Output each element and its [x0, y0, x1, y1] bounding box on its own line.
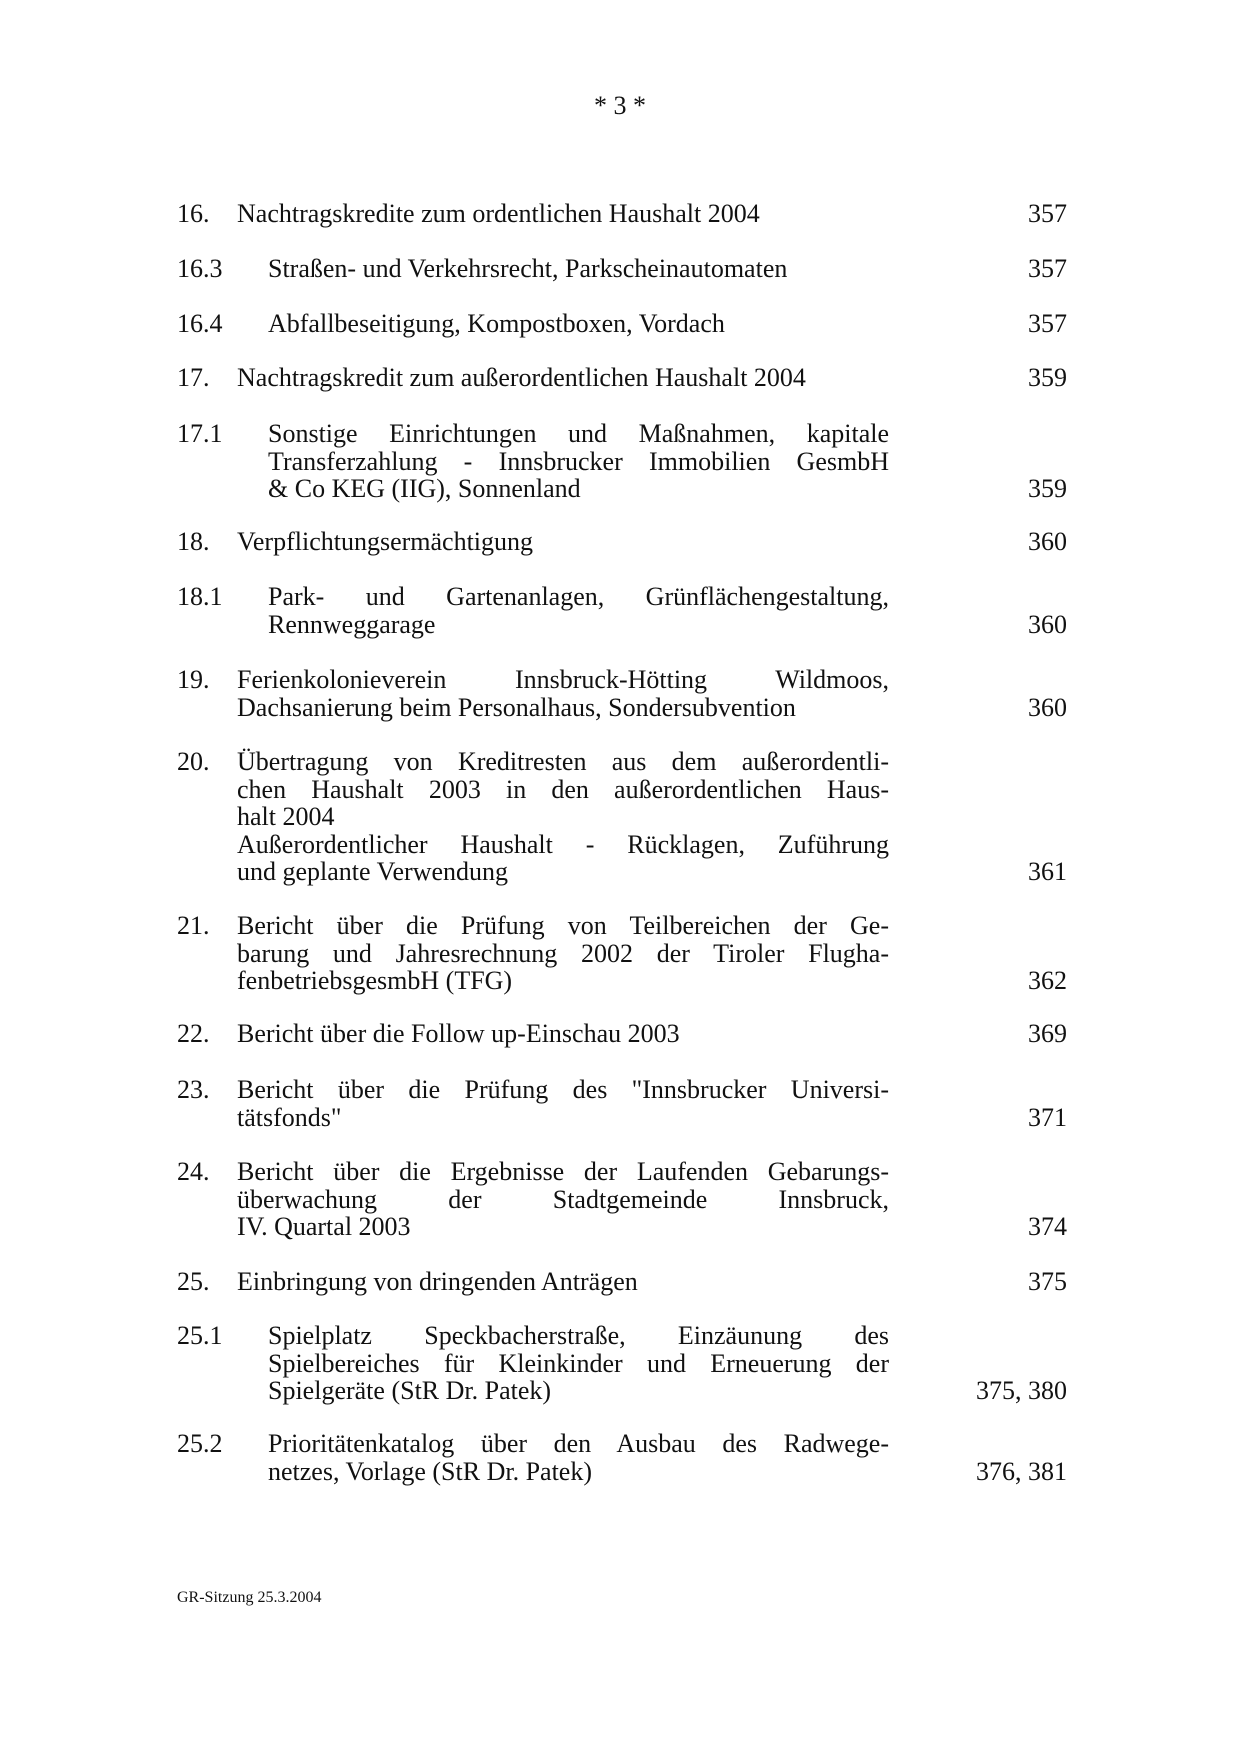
toc-entry-title-line: halt 2004 — [237, 802, 335, 831]
toc-entry-title-line: Dachsanierung beim Personalhaus, Sondersubvention — [237, 692, 796, 722]
toc-entry-number: 25.2 — [177, 1429, 223, 1458]
toc-entry-title-line: Bericht über die Prüfung von Teilbereichen der Ge- — [237, 911, 889, 940]
toc-entry-title-line: Spielplatz Speckbacherstraße, Einzäunung des — [268, 1321, 889, 1350]
toc-entry-title-line: und geplante Verwendung — [237, 857, 509, 886]
toc-entry-page: 359 — [1028, 474, 1067, 503]
toc-entry-title-line: Transferzahlung - Innsbrucker Immobilien GesmbH — [268, 446, 889, 476]
toc-entry — [177, 912, 1067, 995]
toc-entry-number: 16.4 — [177, 309, 223, 338]
toc-entry-title-line: Bericht über die Ergebnisse der Laufenden Gebarungs- — [237, 1157, 889, 1186]
toc-entry-title — [268, 420, 889, 503]
page-footer: GR-Sitzung 25.3.2004 — [177, 1589, 322, 1606]
toc-entry — [177, 1268, 1067, 1296]
toc-entry-page: 360 — [1028, 527, 1067, 556]
toc-entry-page: 360 — [1028, 609, 1067, 639]
toc-entry-title-line: überwachung der Stadtgemeinde Innsbruck, — [237, 1184, 889, 1214]
toc-entry-title-line: barung und Jahresrechnung 2002 der Tiroler Flugha- — [237, 938, 889, 968]
toc-entry — [177, 666, 1067, 721]
toc-entry-title-line: Übertragung von Kreditresten aus dem außerordentli- — [237, 747, 889, 776]
toc-entry-number: 17. — [177, 363, 210, 392]
toc-entry-page: 371 — [1028, 1102, 1067, 1132]
toc-entry-number: 22. — [177, 1019, 210, 1048]
toc-entry-page: 361 — [1028, 857, 1067, 886]
toc-entry-title-line: fenbetriebsgesmbH (TFG) — [237, 966, 513, 995]
toc-entry-title — [268, 583, 889, 638]
toc-entry-number: 20. — [177, 747, 210, 776]
toc-entry-title-line: Sonstige Einrichtungen und Maßnahmen, kapitale — [268, 419, 889, 448]
toc-entry-page: 357 — [1028, 199, 1067, 228]
toc-entry-number: 16. — [177, 199, 210, 228]
toc-entry-title-line: Außerordentlicher Haushalt - Rücklagen, Zuführung — [237, 829, 889, 859]
toc-entry-title-line: Ferienkolonieverein Innsbruck-Hötting Wildmoos, — [237, 665, 889, 694]
toc-entry-page: 369 — [1028, 1019, 1067, 1048]
toc-entry-title-line: Spielgeräte (StR Dr. Patek) — [268, 1376, 552, 1405]
toc-entry-title-line: Straßen- und Verkehrsrecht, Parkscheinautomaten — [268, 254, 788, 283]
toc-entry-page: 357 — [1028, 309, 1067, 338]
toc-entry-page: 359 — [1028, 363, 1067, 392]
toc-entry — [177, 528, 1067, 556]
toc-entry-title — [237, 666, 889, 721]
toc-entry-title-line: Spielbereiches für Kleinkinder und Erneuerung der — [268, 1348, 889, 1378]
toc-entry — [177, 1158, 1067, 1241]
toc-entry-number: 16.3 — [177, 254, 223, 283]
toc-entry-page: 375, 380 — [976, 1376, 1067, 1405]
toc-entry-number: 24. — [177, 1157, 210, 1186]
toc-entry-title — [237, 200, 889, 228]
toc-entry-title-line: Rennweggarage — [268, 609, 436, 639]
toc-entry-title — [268, 1322, 889, 1405]
toc-entry-title — [237, 1076, 889, 1131]
toc-entry-title-line: Abfallbeseitigung, Kompostboxen, Vordach — [268, 309, 725, 338]
toc-entry-title — [237, 912, 889, 995]
toc-entry-number: 25.1 — [177, 1321, 223, 1350]
toc-entry-title-line: IV. Quartal 2003 — [237, 1212, 411, 1241]
toc-entry-title — [237, 1268, 889, 1296]
toc-entry — [177, 420, 1067, 503]
toc-entry-title-line: Prioritätenkatalog über den Ausbau des Radwege- — [268, 1429, 889, 1458]
toc-entry-title-line: Bericht über die Prüfung des "Innsbrucker Universi- — [237, 1075, 889, 1104]
toc-entry-number: 25. — [177, 1267, 210, 1296]
toc-entry-title-line: tätsfonds" — [237, 1102, 342, 1132]
page-header: * 3 * — [594, 91, 646, 120]
toc-entry — [177, 1020, 1067, 1048]
toc-entry-title-line: Nachtragskredite zum ordentlichen Haushalt 2004 — [237, 199, 760, 228]
toc-entry — [177, 583, 1067, 638]
toc-entry-number: 21. — [177, 911, 210, 940]
toc-entry — [177, 255, 1067, 283]
toc-entry-title-line: Bericht über die Follow up-Einschau 2003 — [237, 1019, 680, 1048]
toc-entry-page: 357 — [1028, 254, 1067, 283]
toc-entry-number: 18. — [177, 527, 210, 556]
toc-entry-page: 376, 381 — [976, 1456, 1067, 1486]
toc-entry-title — [268, 255, 889, 283]
toc-entry-title — [237, 528, 889, 556]
toc-entry-title-line: & Co KEG (IIG), Sonnenland — [268, 474, 581, 503]
toc-entry-title-line: Einbringung von dringenden Anträgen — [237, 1267, 638, 1296]
toc-entry-title — [237, 1020, 889, 1048]
toc-entry-title — [237, 748, 889, 886]
toc-entry-title-line: Park- und Gartenanlagen, Grünflächengestaltung, — [268, 582, 889, 611]
toc-entry-title — [268, 1430, 889, 1485]
toc-entry-title-line: Verpflichtungsermächtigung — [237, 527, 534, 556]
toc-entry — [177, 310, 1067, 338]
toc-entry — [177, 200, 1067, 228]
toc-entry-number: 17.1 — [177, 419, 223, 448]
toc-entry-title-line: chen Haushalt 2003 in den außerordentlichen Haus- — [237, 774, 889, 804]
toc-entry — [177, 364, 1067, 392]
toc-entry-page: 374 — [1028, 1212, 1067, 1241]
toc-entry-page: 360 — [1028, 692, 1067, 722]
toc-entry — [177, 1076, 1067, 1131]
toc-entry-number: 19. — [177, 665, 210, 694]
toc-entry — [177, 1430, 1067, 1485]
toc-entry — [177, 748, 1067, 886]
toc-entry-title-line: Nachtragskredit zum außerordentlichen Haushalt 2004 — [237, 363, 806, 392]
toc-entry-title — [268, 310, 889, 338]
toc-entry-title-line: netzes, Vorlage (StR Dr. Patek) — [268, 1456, 592, 1486]
toc-entry-title — [237, 1158, 889, 1241]
toc-entry-page: 375 — [1028, 1267, 1067, 1296]
toc-entry-page: 362 — [1028, 966, 1067, 995]
toc-entry-title — [237, 364, 889, 392]
toc-entry-number: 18.1 — [177, 582, 223, 611]
toc-entry-number: 23. — [177, 1075, 210, 1104]
toc-entry — [177, 1322, 1067, 1405]
